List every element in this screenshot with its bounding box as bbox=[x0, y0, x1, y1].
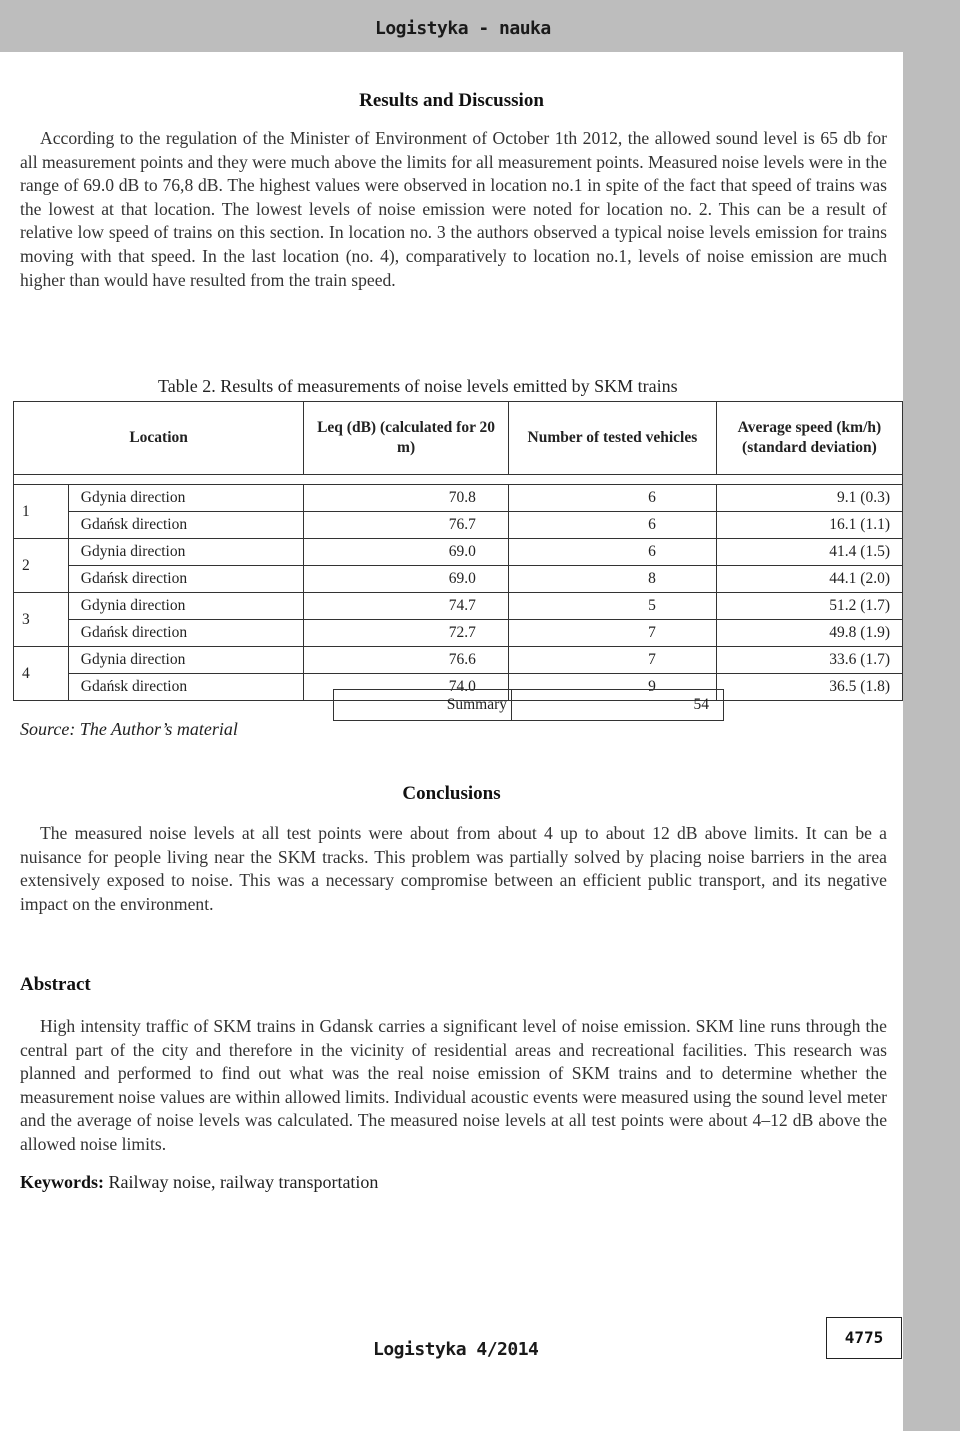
direction-cell: Gdynia direction bbox=[68, 593, 303, 620]
speed-cell: 16.1 (1.1) bbox=[716, 512, 902, 539]
location-number: 4 bbox=[14, 647, 69, 701]
location-number: 3 bbox=[14, 593, 69, 647]
vehicles-cell: 5 bbox=[508, 593, 716, 620]
direction-cell: Gdańsk direction bbox=[68, 674, 303, 701]
vehicles-cell: 6 bbox=[508, 539, 716, 566]
results-table bbox=[13, 401, 903, 701]
vehicles-cell: 6 bbox=[508, 485, 716, 512]
header-speed: Average speed (km/h) (standard deviation) bbox=[716, 402, 902, 475]
table-row bbox=[14, 593, 903, 620]
table-row bbox=[14, 647, 903, 674]
direction-cell: Gdynia direction bbox=[68, 485, 303, 512]
table-row bbox=[14, 539, 903, 566]
speed-cell: 41.4 (1.5) bbox=[716, 539, 902, 566]
keywords-text: Railway noise, railway transportation bbox=[104, 1172, 379, 1192]
leq-cell: 76.7 bbox=[304, 512, 509, 539]
page-number: 4775 bbox=[826, 1317, 902, 1359]
leq-cell: 69.0 bbox=[304, 566, 509, 593]
leq-cell: 69.0 bbox=[304, 539, 509, 566]
location-number: 1 bbox=[14, 485, 69, 539]
direction-cell: Gdańsk direction bbox=[68, 566, 303, 593]
conclusions-heading: Conclusions bbox=[402, 783, 501, 804]
direction-cell: Gdańsk direction bbox=[68, 512, 303, 539]
summary-table bbox=[333, 689, 724, 721]
leq-cell: 74.0 bbox=[304, 674, 509, 701]
vehicles-cell: 7 bbox=[508, 620, 716, 647]
conclusions-paragraph bbox=[20, 822, 887, 916]
vehicles-cell: 7 bbox=[508, 647, 716, 674]
speed-cell: 44.1 (2.0) bbox=[716, 566, 902, 593]
conclusions-paragraph-text: The measured noise levels at all test points were about from about 4 up to about 12 dB above limits. It can be a nuisance for people living near the SKM tracks. This problem was partially solved by placing noise barriers in the area extensively exposed to noise. This was a necessary compromise between an efficient public transport, and its negative impact on the environment. bbox=[20, 823, 887, 914]
speed-cell: 51.2 (1.7) bbox=[716, 593, 902, 620]
keywords-label: Keywords: bbox=[20, 1172, 104, 1192]
journal-footer: Logistyka 4/2014 bbox=[373, 1339, 539, 1360]
results-paragraph-text: According to the regulation of the Minister of Environment of October 1th 2012, the allowed sound level is 65 db for all measurement points and they were much above the limits for all measurement points. Measured noise levels were in the range of 69.0 dB to 76,8 dB. The highest values were observed in location no.1 in spite of the fact that speed of trains was the lowest at that location. The lowest levels of noise emission were noted for location no. 2. This can be a result of relative low speed of trains on this section. In location no. 3 the authors observed a typical noise levels emission for trains moving with that speed. In the last location (no. 4), comparatively to location no.1, levels of noise emission are much higher than would have resulted from the train speed. bbox=[20, 128, 887, 290]
table-row bbox=[14, 620, 903, 647]
leq-cell: 70.8 bbox=[304, 485, 509, 512]
summary-row bbox=[334, 690, 724, 721]
speed-cell: 36.5 (1.8) bbox=[716, 674, 902, 701]
table-body bbox=[14, 485, 903, 701]
table-row bbox=[14, 512, 903, 539]
vehicles-cell: 6 bbox=[508, 512, 716, 539]
table-row bbox=[14, 485, 903, 512]
running-head-label: Logistyka - nauka bbox=[375, 18, 551, 39]
header-leq: Leq (dB) (calculated for 20 m) bbox=[304, 402, 509, 475]
summary-value: 54 bbox=[512, 690, 724, 721]
results-heading: Results and Discussion bbox=[359, 90, 544, 111]
vehicles-cell: 8 bbox=[508, 566, 716, 593]
header-gap-row bbox=[14, 475, 903, 485]
page bbox=[0, 52, 903, 1431]
table-source: Source: The Author’s material bbox=[20, 719, 238, 739]
header-location: Location bbox=[14, 402, 304, 475]
direction-cell: Gdańsk direction bbox=[68, 620, 303, 647]
abstract-paragraph-text: High intensity traffic of SKM trains in Gdansk carries a significant level of noise emission. SKM line runs through the central part of the city and therefore in the vicinity of residential areas and recreational facilities. This research was planned and performed to find out what was the real noise emission of SKM trains and to determine whether the measurement noise values are within allowed limits. Individual acoustic events were measured using the sound level meter and the average of noise levels was calculated. The measured noise levels at all test points were about 4–12 dB above the allowed noise limits. bbox=[20, 1016, 887, 1154]
speed-cell: 49.8 (1.9) bbox=[716, 620, 902, 647]
header-vehicles: Number of tested vehicles bbox=[508, 402, 716, 475]
leq-cell: 76.6 bbox=[304, 647, 509, 674]
direction-cell: Gdynia direction bbox=[68, 647, 303, 674]
speed-cell: 33.6 (1.7) bbox=[716, 647, 902, 674]
location-number: 2 bbox=[14, 539, 69, 593]
table-caption: Table 2. Results of measurements of noise levels emitted by SKM trains bbox=[158, 376, 678, 396]
running-head bbox=[0, 0, 960, 52]
abstract-paragraph bbox=[20, 1015, 887, 1157]
table-row bbox=[14, 566, 903, 593]
leq-cell: 72.7 bbox=[304, 620, 509, 647]
vehicles-cell: 9 bbox=[508, 674, 716, 701]
keywords bbox=[20, 1172, 378, 1193]
leq-cell: 74.7 bbox=[304, 593, 509, 620]
speed-cell: 9.1 (0.3) bbox=[716, 485, 902, 512]
direction-cell: Gdynia direction bbox=[68, 539, 303, 566]
table-header-row bbox=[14, 402, 903, 475]
summary-label: Summary bbox=[334, 690, 512, 721]
abstract-heading: Abstract bbox=[20, 974, 91, 995]
results-paragraph bbox=[20, 127, 887, 292]
